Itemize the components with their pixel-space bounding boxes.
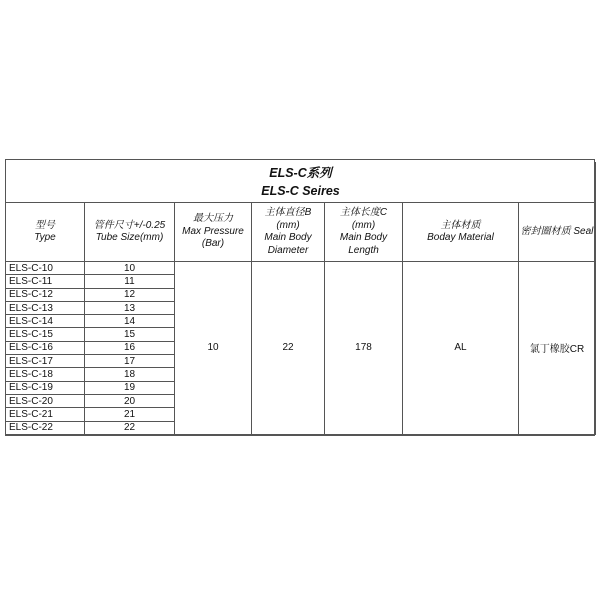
header-body-material-cn: 主体材质 — [440, 219, 481, 231]
header-body-material-en: Boday Material — [427, 232, 494, 243]
header-body-diameter-unit: (mm) — [276, 219, 300, 231]
model-cell: ELS-C-17 — [6, 355, 85, 368]
header-max-pressure-cn: 最大压力 — [193, 213, 233, 225]
title-chinese: ELS-C系列 — [269, 166, 332, 180]
body-material-value: AL — [403, 262, 519, 435]
header-body-diameter-en-2: Diameter — [267, 244, 309, 256]
tube-size-cell: 21 — [85, 408, 175, 421]
header-tube-size-cn: 管件尺寸+/-0.25 — [93, 219, 166, 231]
max-pressure-value: 10 — [175, 262, 252, 435]
tube-size-cell: 11 — [85, 275, 175, 288]
seal-material-value: 氯丁橡胶CR — [519, 262, 596, 435]
model-cell: ELS-C-10 — [6, 262, 85, 275]
body-length-value: 178 — [325, 262, 403, 435]
outer-frame — [5, 159, 595, 436]
header-body-length-unit: (mm) — [351, 219, 376, 231]
model-cell: ELS-C-14 — [6, 315, 85, 328]
model-cell: ELS-C-12 — [6, 288, 85, 301]
header-model-en: Type — [34, 232, 56, 243]
tube-size-cell: 20 — [85, 394, 175, 407]
tube-size-cell: 18 — [85, 368, 175, 381]
header-body-diameter-cn: 主体直径B — [264, 207, 312, 218]
tube-size-cell: 17 — [85, 355, 175, 368]
body-diameter-value: 22 — [252, 262, 325, 435]
header-body-diameter-en-1: Main Body — [264, 232, 312, 243]
header-tube-size-en: Tube Size(mm) — [95, 232, 164, 243]
model-cell: ELS-C-19 — [6, 381, 85, 394]
header-max-pressure-en: Max Pressure — [182, 225, 244, 237]
model-cell: ELS-C-13 — [6, 301, 85, 314]
header-body-length-cn: 主体长度C — [339, 207, 388, 218]
header-body-length-en-1: Main Body — [339, 232, 388, 243]
title-english: ELS-C Seires — [261, 184, 340, 198]
model-cell: ELS-C-16 — [6, 341, 85, 354]
tube-size-cell: 13 — [85, 301, 175, 314]
tube-size-cell: 16 — [85, 341, 175, 354]
model-cell: ELS-C-21 — [6, 408, 85, 421]
tube-size-cell: 12 — [85, 288, 175, 301]
model-cell: ELS-C-11 — [6, 275, 85, 288]
header-model-cn: 型号 — [35, 219, 55, 231]
tube-size-cell: 14 — [85, 315, 175, 328]
tube-size-cell: 15 — [85, 328, 175, 341]
header-max-pressure-unit: (Bar) — [201, 238, 225, 250]
model-cell: ELS-C-15 — [6, 328, 85, 341]
header-seal-material-label: 密封圈材质 Seal — [520, 225, 594, 237]
header-body-length-en-2: Length — [348, 244, 379, 256]
model-cell: ELS-C-20 — [6, 394, 85, 407]
tube-size-cell: 10 — [85, 262, 175, 275]
model-cell: ELS-C-22 — [6, 421, 85, 434]
tube-size-cell: 19 — [85, 381, 175, 394]
tube-size-cell: 22 — [85, 421, 175, 434]
model-cell: ELS-C-18 — [6, 368, 85, 381]
